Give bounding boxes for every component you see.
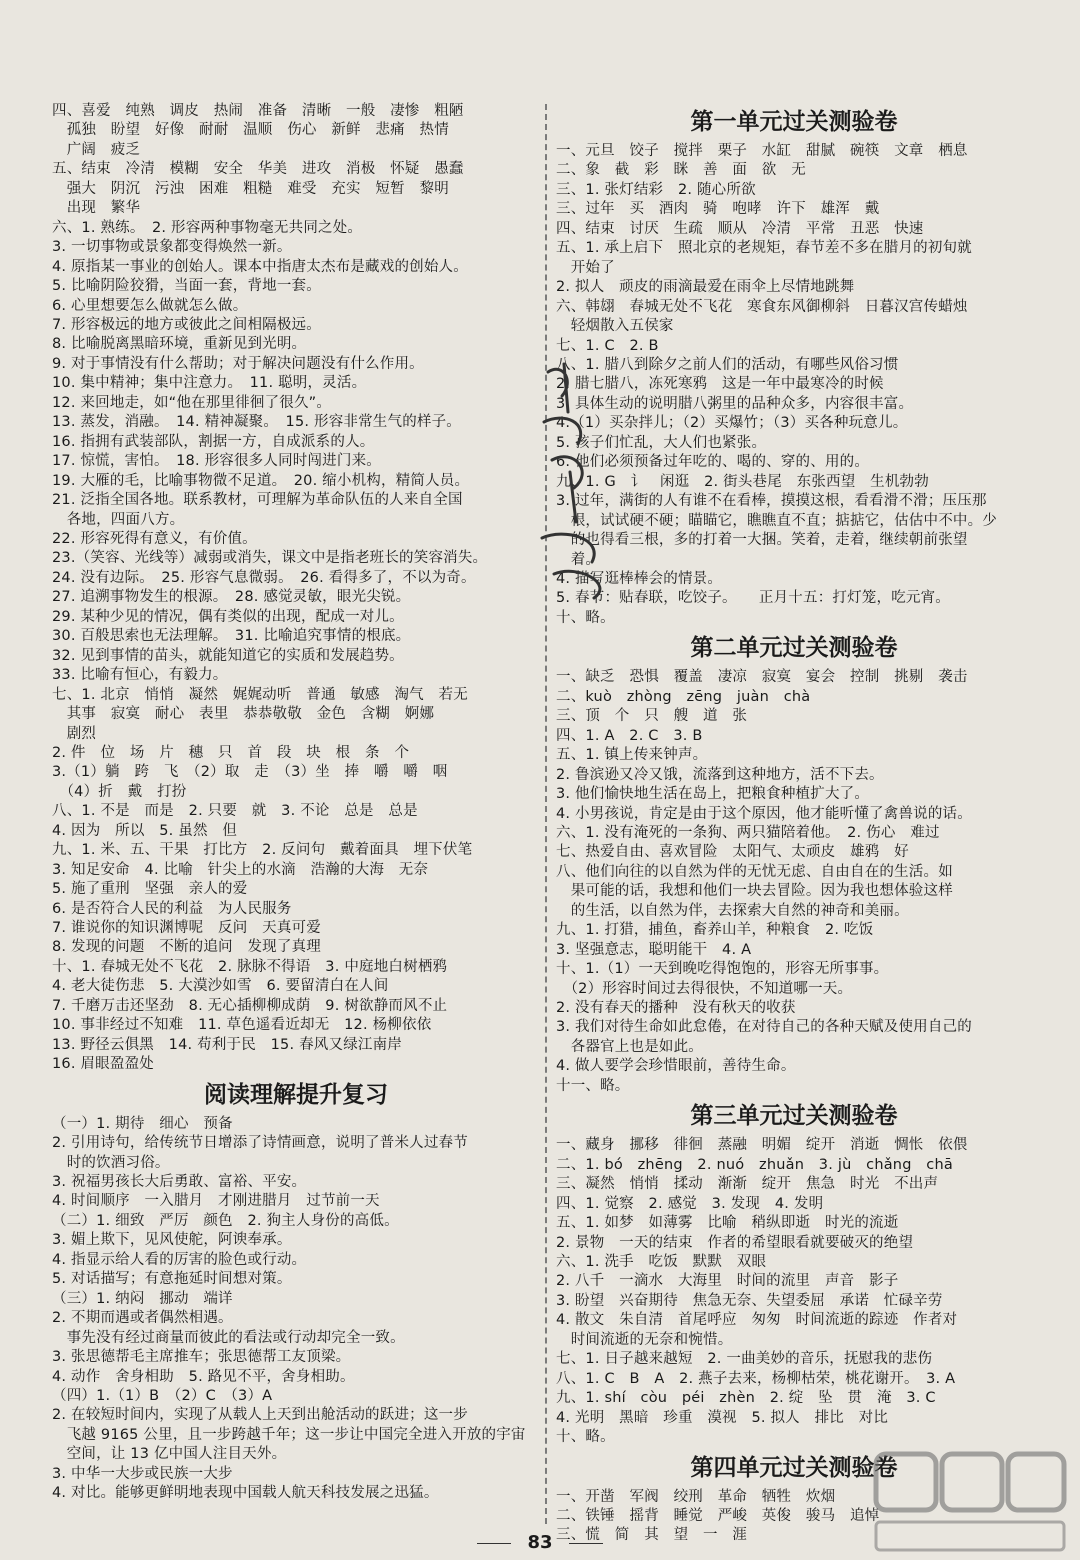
answer-line: 一、藏身 挪移 徘徊 蒸融 明媚 绽开 消逝 惆怅 依偎 <box>556 1137 968 1154</box>
answer-line: 3. 张思德帮毛主席推车；张思德帮工友顶梁。 <box>52 1349 351 1366</box>
answer-line: 2. 不期而遇或者偶然相遇。 <box>52 1310 233 1327</box>
answer-line: 三、慌 简 其 望 一 涯 <box>556 1527 748 1544</box>
answer-line: 4. 时间顺序 一入腊月 才刚进腊月 过节前一天 <box>52 1193 380 1210</box>
answer-line: 根，试试硬不硬；瞄瞄它，瞧瞧直不直；掂掂它，估估中不中。少 <box>556 512 997 529</box>
answer-line: 其事 寂寞 耐心 表里 恭恭敬敬 金色 含糊 婀娜 <box>52 706 435 723</box>
answer-line: 四、1. A 2. C 3. B <box>556 727 703 744</box>
answer-line: （四）1.（1）B （2）C （3）A <box>52 1388 273 1404</box>
answer-line: 七、1. 日子越来越短 2. 一曲美妙的音乐，抚慰我的悲伤 <box>556 1351 933 1368</box>
answer-line: 九、1. G 讠 闲逛 2. 街头巷尾 东张西望 生机勃勃 <box>556 473 929 490</box>
answer-line: 2. 八千 一滴水 大海里 时间的流里 声音 影子 <box>556 1273 899 1290</box>
answer-line: 27. 追溯事物发生的根源。 28. 感觉灵敏，眼光尖锐。 <box>52 589 411 606</box>
answer-line: 10. 事非经过不知难 11. 草色遥看近却无 12. 杨柳依依 <box>52 1017 432 1034</box>
answer-line: 8. 比喻脱离黑暗环境，重新见到光明。 <box>52 336 307 353</box>
column-divider <box>545 104 547 1524</box>
right-column <box>556 102 1032 1546</box>
answer-line: 5. 春节：贴春联，吃饺子。 正月十五：打灯笼，吃元宵。 <box>556 590 950 607</box>
answer-line: 22. 形容死得有意义，有价值。 <box>52 530 257 547</box>
answer-line: 七、热爱自由、喜欢冒险 太阳气、太顽皮 雄鸦 好 <box>556 844 909 861</box>
answer-line: 的也得看三根，多的打着一大捆。笑着，走着，继续朝前张望 <box>556 532 968 549</box>
answer-line: 4. 对比。能够更鲜明地表现中国载人航天科技发展之迅猛。 <box>52 1485 439 1502</box>
answer-line: 17. 惊慌，害怕。 18. 形容很多人同时闯进门来。 <box>52 453 381 470</box>
section-heading: 第四单元过关测验卷 <box>690 1453 898 1481</box>
answer-line: （二）1. 细致 严厉 颜色 2. 狗主人身份的高低。 <box>52 1212 399 1229</box>
answer-line: 广阔 疲乏 <box>52 141 141 158</box>
answer-line: 着。 <box>556 551 601 568</box>
answer-line: 3. 坚强意志，聪明能干 4. A <box>556 941 752 958</box>
answer-line: 4. 动作 舍身相助 5. 路见不平，舍身相助。 <box>52 1368 355 1385</box>
answer-line: 二、1. bó zhēng 2. nuó zhuǎn 3. jù chǎng chā <box>556 1156 953 1173</box>
answer-line: 六、1. 没有淹死的一条狗、两只猫陪着他。 2. 伤心 难过 <box>556 824 940 841</box>
answer-line: 各地，四面八方。 <box>52 511 185 528</box>
answer-line: 五、结束 冷清 模糊 安全 华美 进攻 消极 怀疑 愚蠢 <box>52 161 464 178</box>
answer-line: 2. 景物 一天的结束 作者的希望眼看就要破灭的绝望 <box>556 1234 914 1251</box>
answer-line: 事先没有经过商量而彼此的看法或行动却完全一致。 <box>52 1329 405 1346</box>
answer-line: 孤独 盼望 好像 耐耐 温顺 伤心 新鲜 悲痛 热情 <box>52 122 449 139</box>
answer-line: 4. 小男孩说，肯定是由于这个原因，他才能听懂了禽兽说的话。 <box>556 805 972 822</box>
answer-line: 十一、略。 <box>556 1077 630 1094</box>
answer-line: 7. 谁说你的知识渊博呢 反问 天真可爱 <box>52 920 321 937</box>
answer-line: 7. 形容极远的地方或彼此之间相隔极远。 <box>52 316 321 333</box>
footer-dash-right <box>569 1543 603 1544</box>
answer-line: 21. 泛指全国各地。联系教材，可理解为革命队伍的人来自全国 <box>52 492 463 509</box>
answer-line: 2. 在较短时间内，实现了从载人上天到出舱活动的跃进；这一步 <box>52 1407 468 1424</box>
answer-line: 13. 野径云俱黑 14. 苟利于民 15. 春风又绿江南岸 <box>52 1036 403 1053</box>
answer-line: 2. 拟人 顽皮的雨滴最爱在雨伞上尽情地跳舞 <box>556 279 855 296</box>
answer-line: 4. 散文 朱自清 首尾呼应 匆匆 时间流逝的踪迹 作者对 <box>556 1312 958 1329</box>
answer-line: 八、他们向往的以自然为伴的无忧无虑、自由自在的生活。如 <box>556 863 953 880</box>
answer-line: 7. 千磨万击还坚劲 8. 无心插柳柳成荫 9. 树欲静而风不止 <box>52 997 448 1014</box>
answer-line: 4. 做人要学会珍惜眼前，善待生命。 <box>556 1058 796 1075</box>
answer-line: 果可能的话，我想和他们一块去冒险。因为我也想体验这样 <box>556 883 953 900</box>
answer-line: 六、1. 熟练。 2. 形容两种事物毫无共同之处。 <box>52 219 363 236</box>
answer-line: 四、喜爱 纯熟 调皮 热闹 准备 清晰 一般 凄惨 粗陋 <box>52 103 464 119</box>
answer-line: 3. 过年，满街的人有谁不在看棒，摸摸这根，看看滑不滑；压压那 <box>556 493 987 510</box>
answer-line: 的生活，以自然为伴，去探索大自然的神奇和美丽。 <box>556 902 909 919</box>
answer-line: 八、1. C B A 2. 燕子去来，杨柳枯荣，桃花谢开。 3. A <box>556 1370 956 1387</box>
answer-line: 七、1. 北京 悄悄 凝然 娓娓动听 普通 敏感 淘气 若无 <box>52 686 468 703</box>
answer-line: 30. 百般思索也无法理解。 31. 比喻追究事情的根底。 <box>52 628 411 645</box>
answer-line: 五、1. 镇上传来钟声。 <box>556 747 708 764</box>
answer-line: 8. 发现的问题 不断的追问 发现了真理 <box>52 939 321 956</box>
answer-line: 五、1. 承上启下 照北京的老规矩，春节差不多在腊月的初旬就 <box>556 240 972 257</box>
answer-line: 空间，让 13 亿中国人注目天外。 <box>52 1446 287 1463</box>
answer-line: 3.（1）躺 跨 飞 （2）取 走 （3）坐 捧 嚼 嚼 咽 <box>52 764 448 781</box>
answer-line: 5. 比喻阴险狡猾，当面一套，背地一套。 <box>52 278 321 295</box>
answer-line: 十、1. 春城无处不飞花 2. 脉脉不得语 3. 中庭地白树栖鸦 <box>52 958 448 975</box>
answer-line: 13. 蒸发，消融。 14. 精神凝聚。 15. 形容非常生气的样子。 <box>52 414 462 431</box>
answer-line: 剧烈 <box>52 725 97 742</box>
answer-line: 4. 光明 黑暗 珍重 漠视 5. 拟人 排比 对比 <box>556 1409 889 1426</box>
answer-line: 十、1.（1）一天到晚吃得饱饱的，形容无所事事。 <box>556 961 889 978</box>
answer-line: （三）1. 纳闷 挪动 端详 <box>52 1290 233 1307</box>
answer-line: 3. 具体生动的说明腊八粥里的品种众多，内容很丰富。 <box>556 395 914 412</box>
answer-line: 4. 描写逛棒棒会的情景。 <box>556 570 723 587</box>
answer-line: 2. 件 位 场 片 穗 只 首 段 块 根 条 个 <box>52 744 410 761</box>
answer-line: 八、1. 不是 而是 2. 只要 就 3. 不论 总是 总是 <box>52 803 418 820</box>
answer-line: 3. 一切事物或景象都变得焕然一新。 <box>52 239 292 256</box>
answer-line: 三、1. 张灯结彩 2. 随心所欲 <box>556 181 756 198</box>
answer-line: 6. 是否符合人民的利益 为人民服务 <box>52 900 292 917</box>
answer-line: 2. 鲁滨逊又冷又饿，流落到这种地方，活不下去。 <box>556 766 884 783</box>
answer-line: 3. 媚上欺下，见风使舵，阿谀奉承。 <box>52 1232 292 1249</box>
answer-line: 飞越 9165 公里，且一步跨越千年；这一步让中国完全进入开放的宇宙 <box>52 1426 526 1443</box>
answer-line: 6. 他们必须预备过年吃的、喝的、穿的、用的。 <box>556 454 870 471</box>
answer-line: 六、韩翃 春城无处不飞花 寒食东风御柳斜 日暮汉宫传蜡烛 <box>556 298 968 315</box>
answer-line: 四、结束 讨厌 生疏 顺从 冷清 平常 丑恶 快速 <box>556 220 924 237</box>
answer-line: 2. 引用诗句，给传统节日增添了诗情画意，说明了普米人过春节 <box>52 1135 468 1152</box>
answer-line: 16. 指拥有武装部队，割据一方，自成派系的人。 <box>52 433 375 450</box>
answer-line: 4. 原指某一事业的创始人。课本中指唐太杰布是藏戏的创始人。 <box>52 258 468 275</box>
answer-line: 六、1. 洗手 吃饭 默默 双眼 <box>556 1254 767 1271</box>
answer-line: 三、顶 个 只 艘 道 张 <box>556 708 748 725</box>
answer-line: 2. 腊七腊八，冻死寒鸦 这是一年中最寒冷的时候 <box>556 376 884 393</box>
answer-line: 3. 盼望 兴奋期待 焦急无奈、失望委屈 承诺 忙碌辛劳 <box>556 1292 943 1309</box>
section-heading: 第三单元过关测验卷 <box>690 1102 898 1130</box>
page-footer <box>0 1532 1080 1553</box>
answer-line: 十、略。 <box>556 609 615 626</box>
section-heading: 第一单元过关测验卷 <box>690 108 898 135</box>
answer-line: 三、凝然 悄悄 揉动 渐渐 绽开 焦急 时光 不出声 <box>556 1176 939 1193</box>
answer-line: 4. 因为 所以 5. 虽然 但 <box>52 822 238 839</box>
answer-line: 19. 大雁的毛，比喻事物微不足道。 20. 缩小机构，精简人员。 <box>52 472 470 489</box>
answer-line: 29. 某种少见的情况，偶有类似的出现，配成一对儿。 <box>52 608 404 625</box>
answer-line: 三、过年 买 酒肉 骑 咆哮 许下 雄浑 戴 <box>556 201 880 218</box>
answer-line: 时的饮酒习俗。 <box>52 1154 170 1171</box>
answer-line: 9. 对于事情没有什么帮助；对于解决问题没有什么作用。 <box>52 355 424 372</box>
answer-line: 强大 阴沉 污浊 困难 粗糙 难受 充实 短暂 黎明 <box>52 180 449 197</box>
answer-line: （2）形容时间过去得很快，不知道哪一天。 <box>556 980 853 997</box>
page-number: 83 <box>527 1532 553 1553</box>
answer-line: 开始了 <box>556 259 615 276</box>
answer-line: 10. 集中精神；集中注意力。 11. 聪明，灵活。 <box>52 375 367 392</box>
answer-line: 24. 没有边际。 25. 形容气息微弱。 26. 看得多了，不以为奇。 <box>52 569 476 586</box>
answer-line: 4.（1）买杂拌儿；（2）买爆竹；（3）买各种玩意儿。 <box>556 415 908 432</box>
answer-line: 一、元旦 饺子 搅拌 栗子 水缸 甜腻 碗筷 文章 栖息 <box>556 143 968 159</box>
answer-line: 6. 心里想要怎么做就怎么做。 <box>52 297 248 314</box>
answer-line: 二、象 截 彩 眯 善 面 欲 无 <box>556 162 806 179</box>
answer-line: 5. 对话描写；有意拖延时间想对策。 <box>52 1271 292 1288</box>
answer-line: 九、1. 打猎，捕鱼，畜养山羊，种粮食 2. 吃饭 <box>556 922 874 939</box>
answer-line: 七、1. C 2. B <box>556 337 659 354</box>
answer-line: 3. 祝福男孩长大后勇敢、富裕、平安。 <box>52 1174 307 1191</box>
answer-line: 各器官上也是如此。 <box>556 1038 703 1055</box>
answer-line: 二、kuò zhòng zēng juàn chà <box>556 688 811 705</box>
answer-line: 时间流逝的无奈和惋惜。 <box>556 1331 733 1348</box>
answer-line: （一）1. 期待 细心 预备 <box>52 1115 233 1132</box>
footer-dash-left <box>477 1543 511 1544</box>
section-heading: 阅读理解提升复习 <box>204 1080 388 1108</box>
answer-line: 3. 我们对待生命如此怠倦，在对待自己的各种天赋及使用自己的 <box>556 1019 972 1036</box>
answer-line: 3. 中华一大步或民族一大步 <box>52 1465 233 1482</box>
answer-line: 五、1. 如梦 如薄雾 比喻 稍纵即逝 时光的流逝 <box>556 1215 899 1232</box>
answer-line: 12. 来回地走，如“他在那里徘徊了很久”。 <box>52 394 332 411</box>
answer-line: 八、1. 腊八到除夕之前人们的活动，有哪些风俗习惯 <box>556 356 899 373</box>
answer-line: 一、缺乏 恐惧 覆盖 凄凉 寂寞 宴会 控制 挑剔 袭击 <box>556 669 968 686</box>
answer-line: 32. 见到事情的苗头，就能知道它的实质和发展趋势。 <box>52 647 404 664</box>
handwriting-scribble <box>534 352 654 602</box>
answer-line: 33. 比喻有恒心，有毅力。 <box>52 667 228 684</box>
answer-line: 3. 他们愉快地生活在岛上，把粮食种植扩大了。 <box>556 786 870 803</box>
answer-line: 十、略。 <box>556 1429 615 1446</box>
answer-line: 23.（笑容、光线等）减弱或消失，课文中是指老班长的笑容消失。 <box>52 550 488 567</box>
answer-line: （4）折 戴 打扮 <box>52 783 187 800</box>
answer-line: 一、开凿 军阀 绞刑 革命 牺牲 炊烟 <box>556 1488 836 1505</box>
answer-line: 3. 知足安命 4. 比喻 针尖上的水滴 浩瀚的大海 无奈 <box>52 861 429 878</box>
answer-line: 16. 眉眼盈盈处 <box>52 1056 154 1073</box>
answer-line: 5. 施了重刑 坚强 亲人的爱 <box>52 881 248 898</box>
answer-line: 九、1. 米、五、干果 打比方 2. 反问句 戴着面具 埋下伏笔 <box>52 842 473 859</box>
answer-line: 5. 孩子们忙乱，大人们也紧张。 <box>556 434 767 451</box>
answer-line: 九、1. shí còu péi zhèn 2. 绽 坠 贯 淹 3. C <box>556 1390 936 1407</box>
answer-line: 出现 繁华 <box>52 200 141 217</box>
answer-line: 二、铁锤 摇背 睡觉 严峻 英俊 骏马 追悼 <box>556 1508 895 1524</box>
left-column <box>52 102 540 1504</box>
answer-line: 四、1. 觉察 2. 感觉 3. 发现 4. 发明 <box>556 1195 824 1212</box>
answer-line: 4. 老大徒伤悲 5. 大漠沙如雪 6. 要留清白在人间 <box>52 978 389 995</box>
section-heading: 第二单元过关测验卷 <box>690 634 898 662</box>
answer-line: 4. 指显示给人看的厉害的脸色或行动。 <box>52 1251 307 1268</box>
answer-line: 轻烟散入五侯家 <box>556 318 674 335</box>
answer-line: 2. 没有春天的播种 没有秋天的收获 <box>556 1000 796 1017</box>
